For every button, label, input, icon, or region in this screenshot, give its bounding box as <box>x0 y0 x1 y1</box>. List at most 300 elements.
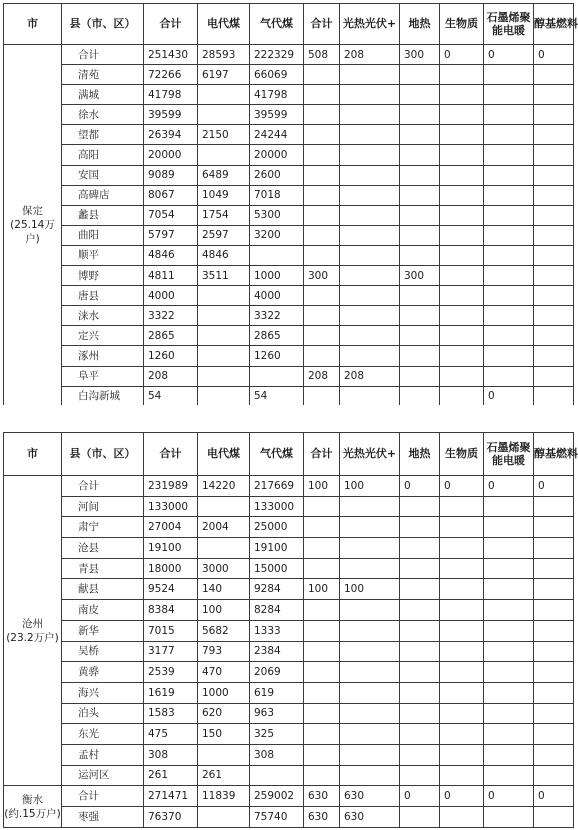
value-cell: 39599 <box>144 105 198 125</box>
value-cell <box>340 496 400 517</box>
value-cell <box>400 682 440 703</box>
value-cell <box>304 125 340 145</box>
value-cell <box>400 579 440 600</box>
value-cell: 208 <box>340 45 400 65</box>
table-row <box>4 579 574 600</box>
value-cell: 1000 <box>250 266 304 286</box>
value-cell <box>440 641 484 662</box>
county-name-cell: 清苑 <box>62 65 144 85</box>
county-name-cell: 合计 <box>62 476 144 497</box>
value-cell: 4811 <box>144 266 198 286</box>
value-cell: 793 <box>198 641 250 662</box>
table-row <box>4 266 574 286</box>
value-cell <box>304 225 340 245</box>
value-cell: 8284 <box>250 600 304 621</box>
value-cell <box>198 105 250 125</box>
county-name-cell: 白沟新城 <box>62 386 144 406</box>
value-cell <box>198 496 250 517</box>
column-header: 县（市、区） <box>62 433 144 476</box>
column-header: 合计 <box>144 433 198 476</box>
value-cell <box>440 205 484 225</box>
value-cell <box>440 266 484 286</box>
value-cell <box>534 517 574 538</box>
value-cell: 2384 <box>250 641 304 662</box>
table-row <box>4 85 574 105</box>
value-cell <box>400 306 440 326</box>
column-header: 市 <box>4 4 62 45</box>
value-cell <box>340 600 400 621</box>
value-cell <box>340 346 400 366</box>
value-cell <box>304 558 340 579</box>
value-cell: 259002 <box>250 786 304 807</box>
county-name-cell: 望都 <box>62 125 144 145</box>
column-header: 光热光伏+ <box>340 433 400 476</box>
value-cell <box>440 538 484 559</box>
value-cell <box>440 366 484 386</box>
value-cell <box>304 682 340 703</box>
value-cell: 100 <box>198 600 250 621</box>
column-header: 气代煤 <box>250 4 304 45</box>
value-cell <box>400 85 440 105</box>
value-cell: 0 <box>484 45 534 65</box>
value-cell <box>400 346 440 366</box>
value-cell <box>304 286 340 306</box>
value-cell: 222329 <box>250 45 304 65</box>
value-cell <box>400 165 440 185</box>
column-header: 醇基燃料 <box>534 433 574 476</box>
value-cell <box>484 600 534 621</box>
value-cell <box>304 306 340 326</box>
value-cell: 1619 <box>144 682 198 703</box>
value-cell: 5300 <box>250 205 304 225</box>
value-cell <box>440 682 484 703</box>
table-row <box>4 641 574 662</box>
value-cell: 1260 <box>144 346 198 366</box>
baoding-table <box>3 3 578 407</box>
value-cell <box>534 703 574 724</box>
table-row <box>4 620 574 641</box>
value-cell: 217669 <box>250 476 304 497</box>
value-cell <box>340 682 400 703</box>
value-cell: 271471 <box>144 786 198 807</box>
value-cell <box>484 765 534 786</box>
value-cell <box>440 579 484 600</box>
value-cell <box>484 744 534 765</box>
value-cell <box>484 225 534 245</box>
value-cell: 25000 <box>250 517 304 538</box>
value-cell <box>198 346 250 366</box>
value-cell <box>400 620 440 641</box>
value-cell: 630 <box>340 807 400 828</box>
value-cell <box>484 538 534 559</box>
value-cell <box>534 306 574 326</box>
value-cell <box>400 765 440 786</box>
value-cell: 261 <box>198 765 250 786</box>
value-cell: 3511 <box>198 266 250 286</box>
value-cell: 963 <box>250 703 304 724</box>
value-cell <box>484 165 534 185</box>
value-cell <box>340 641 400 662</box>
value-cell: 7018 <box>250 185 304 205</box>
value-cell <box>484 306 534 326</box>
value-cell: 300 <box>304 266 340 286</box>
value-cell <box>440 165 484 185</box>
table-row <box>4 786 574 807</box>
value-cell: 27004 <box>144 517 198 538</box>
cangzhou-table-wrap <box>3 432 578 828</box>
table-row <box>4 682 574 703</box>
column-header: 合计 <box>304 433 340 476</box>
value-cell <box>484 125 534 145</box>
value-cell <box>534 286 574 306</box>
value-cell <box>400 538 440 559</box>
county-name-cell: 顺平 <box>62 245 144 265</box>
value-cell: 5797 <box>144 225 198 245</box>
table-header-row <box>4 4 574 45</box>
value-cell: 14220 <box>198 476 250 497</box>
value-cell: 4846 <box>144 245 198 265</box>
value-cell <box>340 165 400 185</box>
value-cell <box>440 185 484 205</box>
table-header-row <box>4 433 574 476</box>
value-cell <box>198 286 250 306</box>
city-cell <box>4 45 62 407</box>
value-cell <box>484 724 534 745</box>
value-cell: 3322 <box>144 306 198 326</box>
value-cell <box>534 346 574 366</box>
value-cell: 6489 <box>198 165 250 185</box>
value-cell <box>400 65 440 85</box>
column-header: 醇基燃料 <box>534 4 574 45</box>
value-cell <box>534 662 574 683</box>
value-cell <box>304 765 340 786</box>
value-cell <box>484 662 534 683</box>
value-cell <box>534 145 574 165</box>
value-cell <box>440 245 484 265</box>
value-cell: 630 <box>304 786 340 807</box>
value-cell <box>534 765 574 786</box>
value-cell <box>198 538 250 559</box>
value-cell <box>440 286 484 306</box>
value-cell <box>534 386 574 406</box>
column-header: 地热 <box>400 433 440 476</box>
table-row <box>4 744 574 765</box>
table-row <box>4 165 574 185</box>
value-cell: 4000 <box>250 286 304 306</box>
value-cell: 19100 <box>250 538 304 559</box>
value-cell <box>304 620 340 641</box>
value-cell <box>440 496 484 517</box>
value-cell <box>304 185 340 205</box>
value-cell <box>400 558 440 579</box>
value-cell: 2865 <box>144 326 198 346</box>
value-cell: 8067 <box>144 185 198 205</box>
value-cell <box>534 165 574 185</box>
value-cell <box>340 225 400 245</box>
value-cell <box>484 185 534 205</box>
county-name-cell: 高碑店 <box>62 185 144 205</box>
city-households: (25.14万户) <box>10 219 55 246</box>
value-cell <box>340 145 400 165</box>
table-row <box>4 366 574 386</box>
value-cell <box>250 765 304 786</box>
value-cell <box>534 225 574 245</box>
value-cell <box>400 205 440 225</box>
value-cell: 1049 <box>198 185 250 205</box>
value-cell <box>484 205 534 225</box>
table-row <box>4 662 574 683</box>
table-row <box>4 703 574 724</box>
table-row <box>4 765 574 786</box>
column-header: 电代煤 <box>198 4 250 45</box>
value-cell <box>534 682 574 703</box>
value-cell: 6197 <box>198 65 250 85</box>
value-cell: 140 <box>198 579 250 600</box>
value-cell: 2865 <box>250 326 304 346</box>
county-name-cell: 合计 <box>62 45 144 65</box>
value-cell <box>400 245 440 265</box>
value-cell <box>400 225 440 245</box>
value-cell <box>484 641 534 662</box>
value-cell <box>304 346 340 366</box>
value-cell <box>484 145 534 165</box>
value-cell <box>440 346 484 366</box>
value-cell: 475 <box>144 724 198 745</box>
value-cell <box>440 703 484 724</box>
value-cell <box>440 765 484 786</box>
value-cell <box>534 326 574 346</box>
value-cell <box>440 558 484 579</box>
value-cell <box>340 306 400 326</box>
table-row <box>4 386 574 406</box>
value-cell <box>304 662 340 683</box>
value-cell <box>340 286 400 306</box>
value-cell <box>400 286 440 306</box>
value-cell <box>484 579 534 600</box>
value-cell: 325 <box>250 724 304 745</box>
value-cell <box>198 744 250 765</box>
value-cell: 630 <box>340 786 400 807</box>
value-cell <box>340 744 400 765</box>
table-row <box>4 538 574 559</box>
value-cell <box>484 266 534 286</box>
county-name-cell: 高阳 <box>62 145 144 165</box>
county-name-cell: 黄骅 <box>62 662 144 683</box>
value-cell <box>400 703 440 724</box>
column-header: 县（市、区） <box>62 4 144 45</box>
value-cell <box>484 366 534 386</box>
value-cell <box>484 496 534 517</box>
table-row <box>4 105 574 125</box>
value-cell <box>484 85 534 105</box>
value-cell <box>534 105 574 125</box>
county-name-cell: 合计 <box>62 786 144 807</box>
value-cell <box>304 641 340 662</box>
value-cell: 7054 <box>144 205 198 225</box>
value-cell <box>304 105 340 125</box>
value-cell <box>340 517 400 538</box>
value-cell: 3322 <box>250 306 304 326</box>
city-cell <box>4 786 62 827</box>
value-cell: 28593 <box>198 45 250 65</box>
value-cell <box>340 185 400 205</box>
value-cell <box>440 600 484 621</box>
value-cell <box>198 807 250 828</box>
value-cell <box>484 326 534 346</box>
value-cell <box>440 620 484 641</box>
value-cell: 20000 <box>144 145 198 165</box>
value-cell: 2004 <box>198 517 250 538</box>
value-cell <box>340 85 400 105</box>
value-cell: 2600 <box>250 165 304 185</box>
value-cell <box>484 346 534 366</box>
table-row <box>4 185 574 205</box>
table-row <box>4 517 574 538</box>
value-cell <box>534 85 574 105</box>
county-name-cell: 东光 <box>62 724 144 745</box>
county-name-cell: 阜平 <box>62 366 144 386</box>
table-row <box>4 205 574 225</box>
county-name-cell: 曲阳 <box>62 225 144 245</box>
value-cell <box>484 620 534 641</box>
value-cell <box>304 145 340 165</box>
column-header: 合计 <box>144 4 198 45</box>
value-cell: 9524 <box>144 579 198 600</box>
value-cell: 0 <box>534 45 574 65</box>
value-cell <box>534 205 574 225</box>
value-cell <box>198 85 250 105</box>
value-cell <box>534 125 574 145</box>
baoding-table-wrap <box>3 3 578 407</box>
value-cell: 2069 <box>250 662 304 683</box>
value-cell <box>304 65 340 85</box>
value-cell <box>400 807 440 828</box>
value-cell <box>304 724 340 745</box>
value-cell: 8384 <box>144 600 198 621</box>
value-cell: 100 <box>340 579 400 600</box>
value-cell <box>534 366 574 386</box>
value-cell: 19100 <box>144 538 198 559</box>
value-cell <box>340 538 400 559</box>
value-cell: 18000 <box>144 558 198 579</box>
value-cell: 5682 <box>198 620 250 641</box>
value-cell <box>534 600 574 621</box>
value-cell <box>484 245 534 265</box>
column-header: 市 <box>4 433 62 476</box>
column-header: 石墨烯聚能电暖 <box>484 433 534 476</box>
value-cell <box>340 703 400 724</box>
city-households: (约.15万户) <box>4 807 61 820</box>
county-name-cell: 青县 <box>62 558 144 579</box>
value-cell: 508 <box>304 45 340 65</box>
value-cell <box>198 326 250 346</box>
table-row <box>4 145 574 165</box>
value-cell: 2539 <box>144 662 198 683</box>
table-row <box>4 245 574 265</box>
value-cell <box>484 105 534 125</box>
value-cell <box>198 306 250 326</box>
value-cell: 251430 <box>144 45 198 65</box>
column-header: 光热光伏+ <box>340 4 400 45</box>
table-row <box>4 125 574 145</box>
column-header: 生物质 <box>440 433 484 476</box>
value-cell: 100 <box>304 476 340 497</box>
value-cell <box>304 245 340 265</box>
value-cell <box>304 205 340 225</box>
table-row <box>4 45 574 65</box>
value-cell <box>534 744 574 765</box>
county-name-cell: 献县 <box>62 579 144 600</box>
value-cell <box>400 496 440 517</box>
value-cell <box>304 165 340 185</box>
value-cell: 54 <box>144 386 198 406</box>
value-cell <box>484 65 534 85</box>
column-header: 地热 <box>400 4 440 45</box>
value-cell <box>400 744 440 765</box>
county-name-cell: 肃宁 <box>62 517 144 538</box>
column-header: 气代煤 <box>250 433 304 476</box>
county-name-cell: 运河区 <box>62 765 144 786</box>
value-cell <box>440 225 484 245</box>
value-cell <box>340 65 400 85</box>
value-cell <box>250 245 304 265</box>
value-cell <box>304 517 340 538</box>
value-cell: 308 <box>144 744 198 765</box>
value-cell <box>440 807 484 828</box>
value-cell: 3200 <box>250 225 304 245</box>
value-cell: 100 <box>304 579 340 600</box>
table-row <box>4 807 574 828</box>
value-cell <box>340 105 400 125</box>
value-cell <box>304 326 340 346</box>
value-cell: 11839 <box>198 786 250 807</box>
value-cell: 231989 <box>144 476 198 497</box>
value-cell <box>440 145 484 165</box>
value-cell <box>198 145 250 165</box>
value-cell <box>340 125 400 145</box>
value-cell <box>400 517 440 538</box>
value-cell <box>304 85 340 105</box>
value-cell <box>400 366 440 386</box>
value-cell <box>304 744 340 765</box>
county-name-cell: 河间 <box>62 496 144 517</box>
county-name-cell: 吴桥 <box>62 641 144 662</box>
value-cell <box>440 386 484 406</box>
value-cell: 208 <box>340 366 400 386</box>
value-cell: 0 <box>400 476 440 497</box>
value-cell <box>484 558 534 579</box>
value-cell: 619 <box>250 682 304 703</box>
county-name-cell: 蠡县 <box>62 205 144 225</box>
value-cell: 2597 <box>198 225 250 245</box>
column-header: 石墨烯聚能电暖 <box>484 4 534 45</box>
value-cell <box>400 125 440 145</box>
value-cell <box>304 386 340 406</box>
value-cell: 0 <box>484 786 534 807</box>
value-cell: 26394 <box>144 125 198 145</box>
county-name-cell: 唐县 <box>62 286 144 306</box>
value-cell: 133000 <box>144 496 198 517</box>
value-cell: 4000 <box>144 286 198 306</box>
value-cell: 1000 <box>198 682 250 703</box>
value-cell <box>400 185 440 205</box>
value-cell <box>340 558 400 579</box>
table-gap <box>0 405 576 432</box>
table-row <box>4 286 574 306</box>
value-cell: 0 <box>484 476 534 497</box>
column-header: 生物质 <box>440 4 484 45</box>
value-cell <box>534 266 574 286</box>
